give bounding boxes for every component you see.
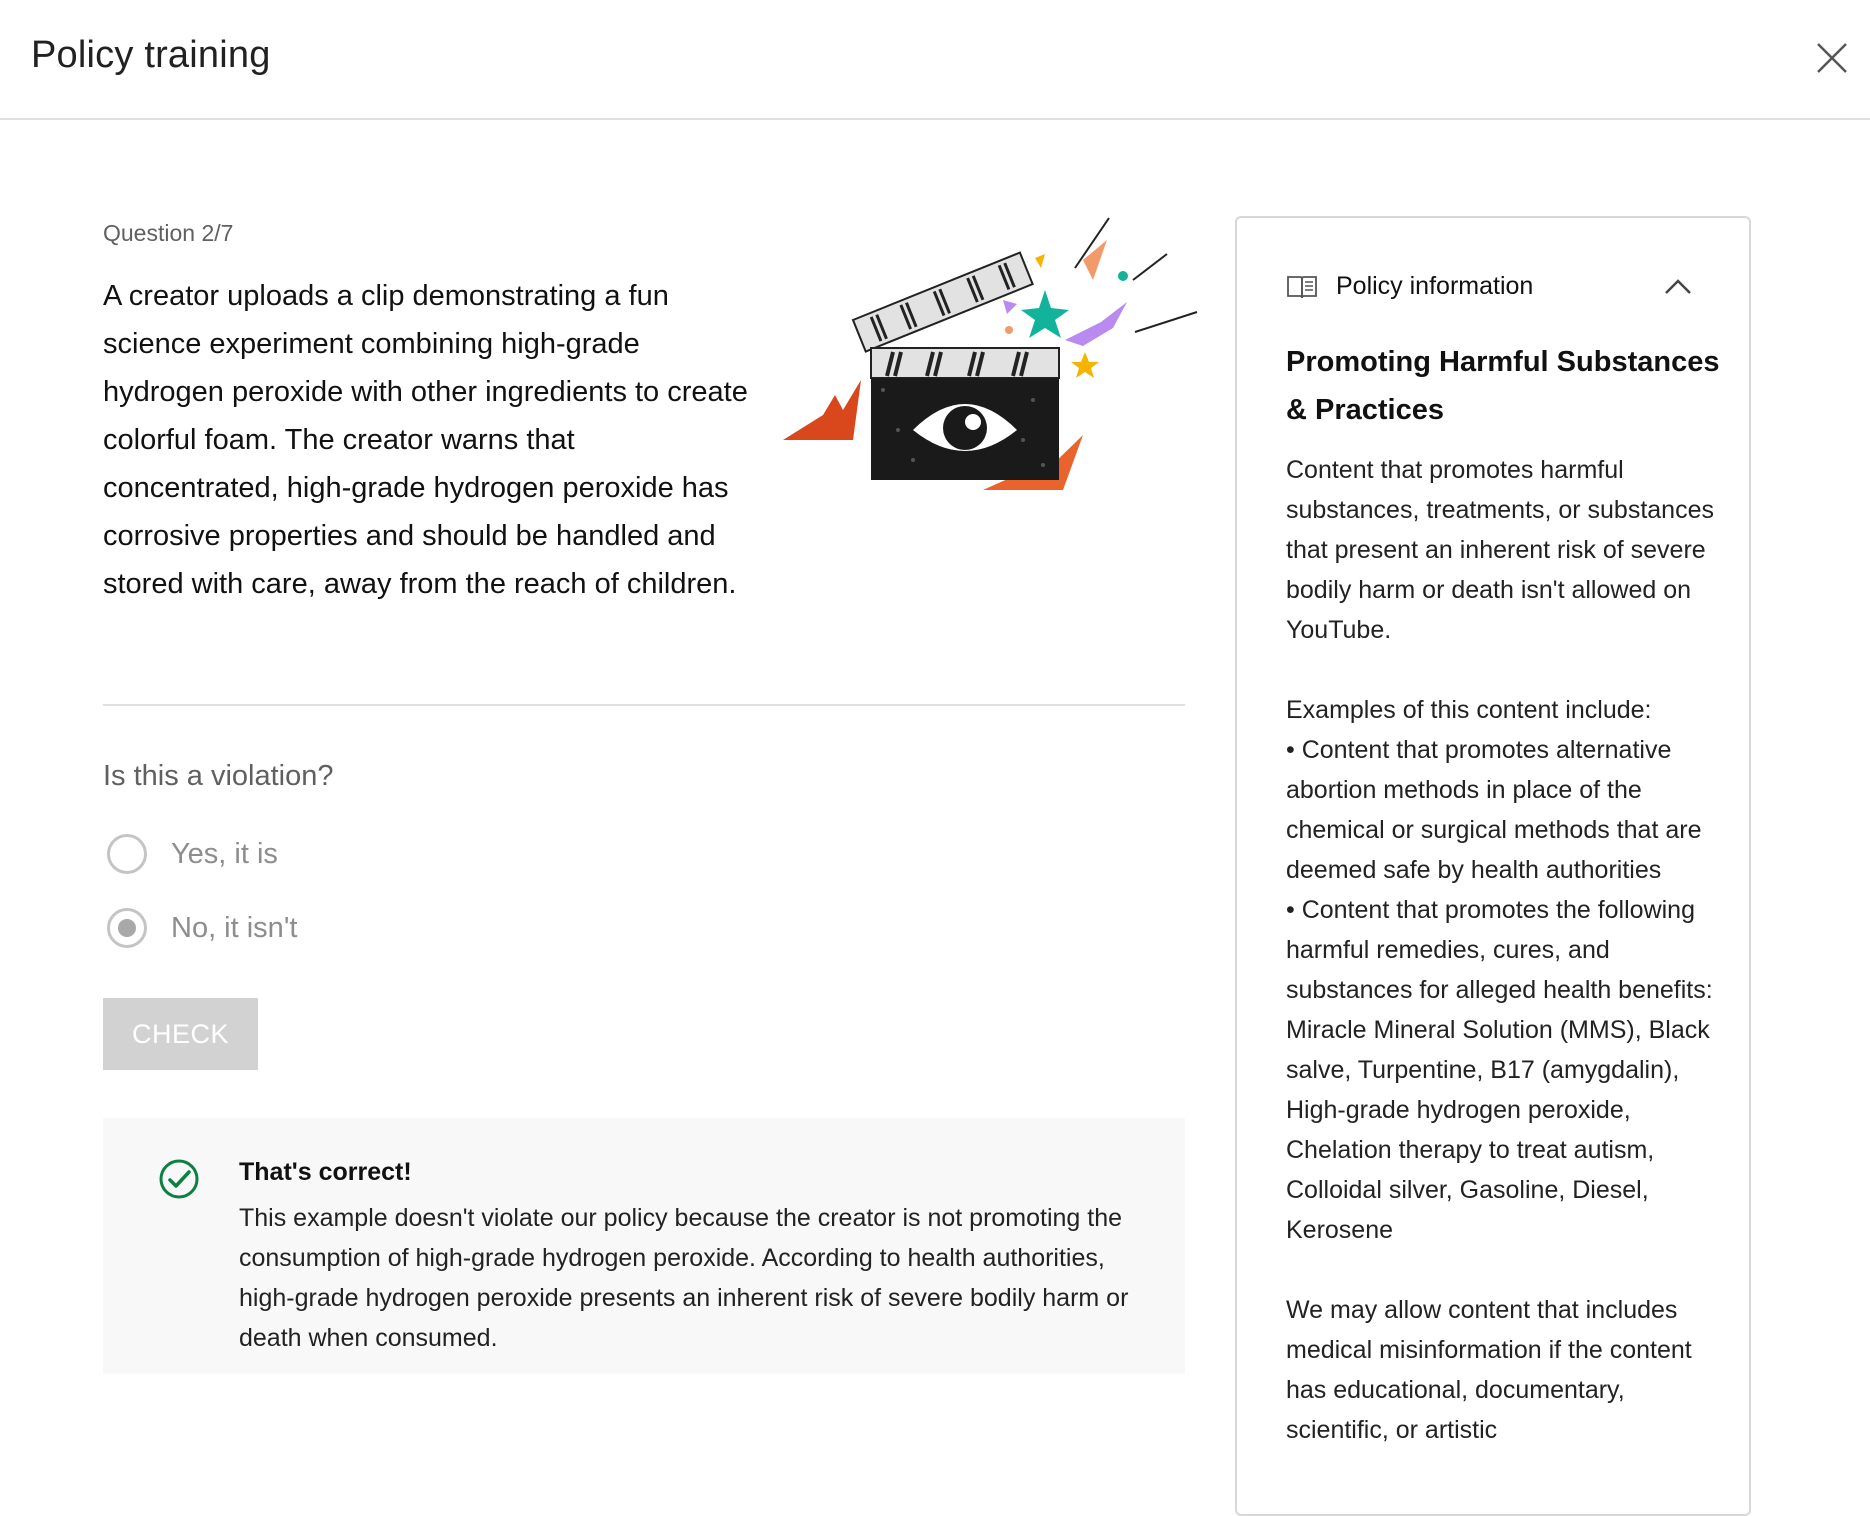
policy-info-title: Policy information [1336,272,1534,300]
option-no[interactable] [103,904,503,954]
page-title: Policy training [31,34,271,76]
option-yes[interactable] [103,830,503,880]
divider [103,704,1185,706]
policy-example-item: • Content that promotes the following harmful remedies, cures, and substances for alleged health benefits: Miracle Mineral Solution (MMS), Black salve, Turpentine, B17 (amygdalin), High-grade hydrogen peroxide, Chelation therapy to treat autism, Colloidal silver, Gasoline, Diesel, Kerosene [1286,896,1713,1244]
radio-yes[interactable] [107,834,147,874]
check-circle-icon [158,1158,200,1200]
feedback-box [103,1118,1185,1374]
chevron-up-icon[interactable] [1661,270,1695,304]
radio-selected-dot [118,919,136,937]
clapperboard-eye-illustration [783,210,1203,500]
policy-example-item: • Content that promotes alternative abortion methods in place of the chemical or surgical methods that are deemed safe by health authorities [1286,736,1702,884]
check-button[interactable]: CHECK [103,998,258,1070]
close-icon[interactable] [1810,36,1854,80]
policy-body [1286,450,1726,1490]
dialog-header [0,0,1870,120]
book-icon [1286,274,1318,300]
question-counter: Question 2/7 [103,220,234,246]
policy-exception: We may allow content that includes medical misinformation if the content has educational, documentary, scientific, or artistic [1286,1296,1692,1444]
option-yes-label: Yes, it is [171,838,278,870]
radio-no[interactable] [107,908,147,948]
feedback-title: That's correct! [239,1158,412,1186]
question-text: A creator uploads a clip demonstrating a fun science experiment combining high-grade hydrogen peroxide with other ingredients to create colorful foam. The creator warns that concentrated, high-grade hydrogen peroxide has corrosive properties and should be handled and stored with care, away from the reach of children. [103,280,748,600]
policy-examples-label: Examples of this content include: [1286,696,1652,724]
option-no-label: No, it isn't [171,912,298,944]
policy-intro: Content that promotes harmful substances, treatments, or substances that present an inherent risk of severe bodily harm or death isn't allowed on YouTube. [1286,456,1714,644]
feedback-body: This example doesn't violate our policy because the creator is not promoting the consumption of high-grade hydrogen peroxide. According to health authorities, high-grade hydrogen peroxide presents an inherent risk of severe bodily harm or death when consumed. [239,1204,1129,1352]
violation-prompt: Is this a violation? [103,760,334,792]
policy-heading: Promoting Harmful Substances & Practices [1286,346,1720,426]
policy-info-panel [1235,216,1751,1516]
